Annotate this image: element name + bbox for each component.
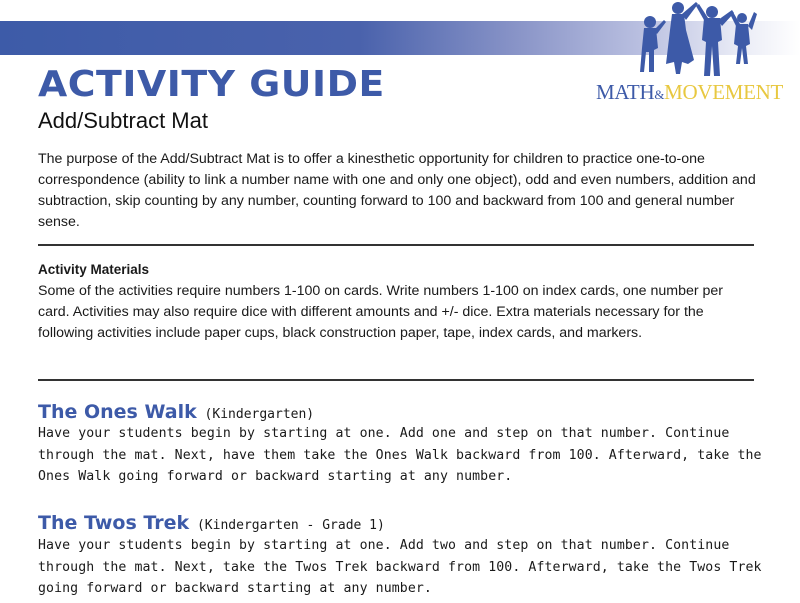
intro-paragraph: The purpose of the Add/Subtract Mat is to offer a kinesthetic opportunity for children to practice one-to-one correspondence (ability to link a number name with one and only one object), odd and even numbers, addition and subtraction, skip counting by any number, counting forward to 100 and backward from 100 and general number sense. xyxy=(38,151,756,230)
materials-paragraph: Some of the activities require numbers 1-100 on cards. Write numbers 1-100 on index cards, one number per card. Activities may also require dice with different amounts and +/- dice. Extra materials necessary for the following activities include paper cups, black construction paper, tape, index cards, and markers. xyxy=(38,283,724,341)
dancing-family-icon xyxy=(640,0,770,78)
logo-math: MATH xyxy=(596,80,655,104)
page-title: ACTIVITY GUIDE xyxy=(38,64,385,105)
page-subtitle: Add/Subtract Mat xyxy=(38,108,208,133)
logo-amp: & xyxy=(654,87,665,102)
logo-wordmark xyxy=(596,80,783,105)
divider xyxy=(38,244,754,246)
logo-movement: MOVEMENT xyxy=(664,80,784,104)
divider xyxy=(38,379,754,381)
math-movement-logo xyxy=(588,0,800,110)
activity-description: Have your students begin by starting at one. Add two and step on that number. Continue through the mat. Next, take the Twos Trek backward from 100. Afterward, take the Twos Trek going forward or backward starting at any number. xyxy=(38,538,762,596)
activity-heading xyxy=(38,401,314,423)
activity-name: The Twos Trek xyxy=(38,512,190,534)
activity-grade: (Kindergarten - Grade 1) xyxy=(189,518,385,533)
activity-description: Have your students begin by starting at one. Add one and step on that number. Continue through the mat. Next, have them take the Ones Walk backward from 100. Afterward, take the Ones Walk going forward or backward starting at any number. xyxy=(38,426,762,484)
activity-grade: (Kindergarten) xyxy=(196,407,315,422)
activity-heading xyxy=(38,512,385,534)
activity-name: The Ones Walk xyxy=(38,401,197,423)
materials-heading: Activity Materials xyxy=(38,262,150,277)
